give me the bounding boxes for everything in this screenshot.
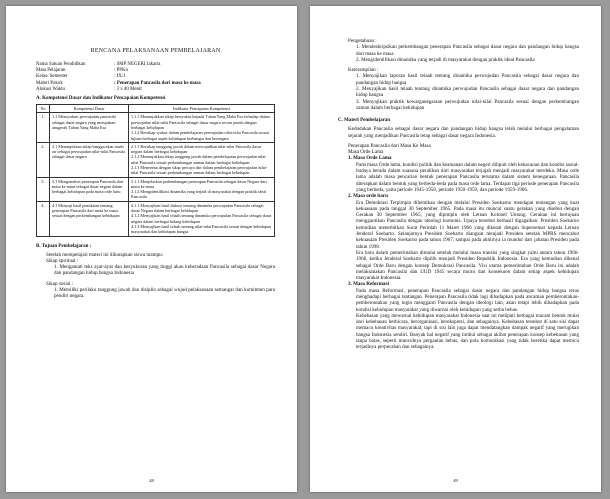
objective-label: Sikap spiritual : bbox=[46, 257, 79, 264]
identity-key: Alokasi Waktu bbox=[36, 86, 65, 92]
ipk-cell bbox=[129, 201, 275, 236]
ipk-item: 4.1.1 Menyajikan hasil diskusi tentang dinamika perwujudan Pancasila sebagai dasar Negara dalam berbagai kehidupan bbox=[131, 202, 264, 214]
paragraph: Era Demokrasi Terpimpin dihentikan dengan melalui Presiden Soekarno mendapat tentangan yang kuat kekuasaan pada tanggal 30 September 1965. Pada masa itu muncul suatu gerakan yang disebut dengan Gerakan 30 September 1965, yang dipimpin oleh Letnan Kolonel Untung. Gerakan ini bertujuan menggantikan Pancasila dengan ideologi komunis. Upaya tersebut berhasil digagalkan. Presiden Soekarno kemudian menerbitkan Surat Perintah 11 Maret 1966 yang dikenal dengan Supersemar kepada Letnan Jenderal Soeharto. Selanjutnya Presiden Soeharto diangkat menjadi Presiden setelah MPRS mencabut kekuasaan Presiden Soekarno pada tahun 1967, sampai pada akhirnya ia mundur dari jabatan Presiden pada tahun 1998. bbox=[356, 199, 579, 250]
objective-item: 1. Memiliki perilaku tanggung jawab dan disiplin sebagai wujud pelaksanaan semangat dan komitmen para pendiri negara. bbox=[54, 287, 275, 300]
table-header: No bbox=[37, 105, 50, 113]
row-number: 3. bbox=[37, 177, 50, 201]
table-row bbox=[37, 201, 275, 236]
identity-value: : 3 x 40 Menit bbox=[114, 86, 142, 92]
ipk-item: 1.1.1 Menunjukkan sikap bersyukur kepada Tuhan Yang Maha Esa terhadap dalam perwujudan nilai-nilai Pancasila sebagai dasar negara secara penuh dengan berbagai kehidupan bbox=[131, 114, 270, 130]
table-row bbox=[37, 177, 275, 201]
paragraph: Pada masa Reformasi, penerapan Pancasila sebagai dasar negara dan pandangan hidup bangsa terus menghadapi berbagai tantangan. Penerapan Pancasila tidak lagi dihadapkan pada ancaman pemberontakan-pemberontakan yang ingin mengganti Pancasila dengan ideologi lain, akan tetapi lebih dihadapkan pada kondisi kehidupan masyarakat yang diwarnai oleh kehidupan yang serba bebas. bbox=[356, 287, 579, 313]
paragraph: Kedudukan Pancasila sebagai dasar negara dan pandangan hidup bangsa telah melalui berbagai pengalaman sejarah yang menjadikan Pancasila tetap sebagai dasar negara Indonesia. bbox=[348, 126, 579, 139]
identity-value: : SMP NEGERI Jakarta bbox=[114, 62, 161, 67]
objective-item: 1. Mendeskripsikan perkembangan penerapan Pancasila sebagai dasar negara dan pandangan hidup bangsa dari masa ke masa bbox=[356, 44, 579, 57]
subsection-heading: 1. Masa Orde Lama bbox=[348, 155, 392, 162]
subheading: Masa Orde Lama bbox=[348, 149, 384, 156]
objective-intro: Setelah mempelajari materi ini diharapkan siswa mampu: bbox=[46, 251, 164, 258]
row-number: 1. bbox=[37, 113, 50, 142]
ipk-item: 2.1.2 Menunjukkan sikap tanggung jawab dalam pembelajaran perwujudan nilai-nilai Pancasila sesuai perkembangan zaman dalam berbagai kehidupan bbox=[131, 154, 267, 165]
section-b-heading: B. Tujuan Pembelajaran : bbox=[36, 243, 92, 249]
page-number: 49 bbox=[453, 478, 458, 483]
ipk-item: 4.1.3 Menyajikan hasil telaah tentang nilai-nilai Pancasila sesuai dengan kehidupan masyarakat dan kehidupan bangsa bbox=[131, 223, 271, 235]
table-header-row bbox=[37, 105, 275, 113]
table-row bbox=[37, 142, 275, 177]
table-header: Kompetensi Dasar bbox=[50, 105, 129, 113]
section-c-heading: C. Materi Pembelajaran bbox=[338, 118, 391, 124]
kd-cell: 1.1 Mensyukuri perwujudan pancasila sebagai dasar negara yang merupakan anugerah Tuhan Yang Maha Esa bbox=[50, 113, 129, 142]
identity-key: Materi Pokok bbox=[36, 80, 63, 86]
paragraph: Pada masa Orde lama, kondisi politik dan keamanan dalam negeri diliputi oleh kekacauan dan kondisi sosial-budaya berada dalam suasana peralihan dari masyarakat terjajah menjadi masyarakat merdeka. Masa orde lama adalah masa pencarian bentuk penerapan Pancasila terutama dalam sistem kenegaraan. Pancasila diterapkan dalam bentuk yang berbeda-beda pada masa orde lama. Terdapat tiga periode penerapan Pancasila yang berbeda, yaitu periode 1945-1950, periode 1950-1959, dan periode 1959-1966. bbox=[356, 161, 579, 193]
ipk-item: 4.1.2 Menyajikan hasil telaah tentang dinamika perwujudan Pancasila sebagai dasar negara dalam berbagai bidang kehidupan bbox=[131, 213, 272, 224]
ipk-item: 2.1.1 Bersikap tanggung jawab dalam mewujudkan nilai-nilai Pancasila dasar negara dalam berbagai kehidupan bbox=[131, 143, 262, 155]
page-number: 48 bbox=[149, 478, 154, 483]
objective-item: 1. Mengamati teks ayat-ayat dan kesyukuran yang tinggi akan keberadaan Pancasila sebagai dasar Negara dan pandangan hidup bangsa Indonesia bbox=[54, 264, 275, 277]
ipk-item: 1.1.2 Bersikap syukur dalam pembelajaran perwujudan nilai-nilai Pancasila sesuai tujuan berbagai aspek kehidupan berbangsa dan bernegara bbox=[131, 130, 269, 141]
objective-item: 2. Menyajikan hasil telaah tentang dinamika perwujudan Pancasila sebagai dasar negara dan pandangan hidup bangsa bbox=[356, 86, 579, 99]
identity-value: : Penerapan Pancasila dari masa ke masa bbox=[114, 80, 201, 86]
identity-key: Mata Pelajaran bbox=[36, 68, 66, 74]
objective-label: Pengetahuan : bbox=[348, 38, 377, 44]
kd-cell: 3.1 Menganalisis penerapan Pancasila dari masa ke masa sebagai dasar negara dalam berbagai kehidupan pada masa orde baru bbox=[50, 177, 129, 201]
ipk-item: 3.1.1 Menjelaskan perkembangan penerapan Pancasila sebagai dasar Negara dari masa ke masa bbox=[131, 178, 267, 189]
subsection-heading: 3. Masa Reformasi bbox=[348, 281, 389, 288]
row-number: 2. bbox=[37, 142, 50, 177]
identity-block bbox=[36, 62, 275, 93]
row-number: 4. bbox=[37, 201, 50, 236]
table-header: Indikator Pencapaian Kompetensi bbox=[129, 105, 275, 113]
kd-cell: 2.1 Menunjukkan sikap bangga akan tanah air sebagai perwujudan nilai-nilai Pancasila sebagai dasar negara bbox=[50, 142, 129, 177]
identity-value: : PPKn bbox=[114, 68, 128, 74]
subsection-heading: 2. Masa orde baru bbox=[348, 193, 388, 200]
subheading: Penerapan Pancasila dari Masa Ke Masa bbox=[348, 142, 431, 149]
ipk-cell bbox=[129, 177, 275, 201]
identity-row bbox=[36, 87, 275, 93]
ipk-item: 2.1.3 Menerima dengan sikap percaya diri dalam pembelajaran perwujudan nilai-nilai Pancasila sesuai perkembangan zaman dalam berbagai kehidupan bbox=[131, 164, 268, 176]
table-row bbox=[37, 113, 275, 142]
identity-value: : IX/1 bbox=[114, 74, 126, 80]
objective-item: 3. Menyajikan praktik kewarganegaraan perwujudan nilai-nilai Pancasila sesuai dengan perkembangan zaman dalam berbagai kehidupan bbox=[356, 98, 579, 111]
identity-key: Nama Satuan Pendidikan bbox=[36, 62, 86, 67]
paragraph: Era baru dalam pemerintahan dimulai setelah melalui masa transisi yang singkat yaitu antara tahun 1966-1968, ketika Jenderal Soeharto dipilih menjadi Presiden Republik Indonesia. Era yang kemudian dikenal sebagai Orde Baru dengan konsep Demokrasi Pancasila. Visi utama pemerintahan Orde Baru ini adalah melaksanakan Pancasila dan UUD 1945 secara murni dan konsekuen dalam setiap aspek kehidupan masyarakat Indonesia. bbox=[356, 249, 579, 282]
document-page-right bbox=[310, 6, 601, 492]
identity-key: Kelas/ Semester bbox=[36, 74, 68, 80]
competency-table bbox=[36, 104, 275, 237]
paragraph: Kebebasan yang mewarnai kehidupan masyarakat Indonesia saat ini meliputi berbagai macam bentuk mulai dari kebebasan berbicara, berorganisasi, berekspresi, dan sebagainya. Kebebasan tersebut di satu sisi dapat memacu kreativitas masyarakat, tapi di sisi lain juga dapat mendatangkan dampak negatif yang merugikan bangsa Indonesia sendiri. Banyak hal negatif yang timbul sebagai akibat penerapan konsep kebebasan yang tanpa batas, seperti munculnya pergaulan bebas, dan pola komunikasi yang tidak beretika dapat memicu terjadinya perpecahan dan sebagainya. bbox=[356, 312, 579, 351]
page-title: RENCANA PELAKSANAAN PEMBELAJARAN bbox=[90, 48, 221, 54]
ipk-item: 3.1.2 Mengidentifikasi dinamika yang terjadi di masyarakat dengan praktik ideal Pancasila bbox=[131, 189, 267, 200]
objective-label: Sikap sosial : bbox=[46, 280, 74, 287]
section-a-heading: A. Kompetensi Dasar dan Indikator Pencapaian Kompetensi bbox=[36, 96, 166, 102]
objective-item: 1. Menyajikan laporan hasil telaah tentang dinamika perwujudan Pancasila sebagai dasar negara dan pandangan hidup bangsa bbox=[356, 73, 579, 86]
objective-item: 2. Mengidentifikasi dinamika yang terjadi di masyarakat dengan praktik ideal Pancasila bbox=[356, 56, 535, 63]
document-page-left bbox=[6, 6, 297, 492]
objective-label: Keterampilan : bbox=[348, 67, 379, 74]
ipk-cell bbox=[129, 113, 275, 142]
ipk-cell bbox=[129, 142, 275, 177]
kd-cell: 4.1 Menyaji hasil pemikiran tentang penerapan Pancasila dari masa ke masa sesuai dengan perkembangan kehidupan bbox=[50, 201, 129, 236]
